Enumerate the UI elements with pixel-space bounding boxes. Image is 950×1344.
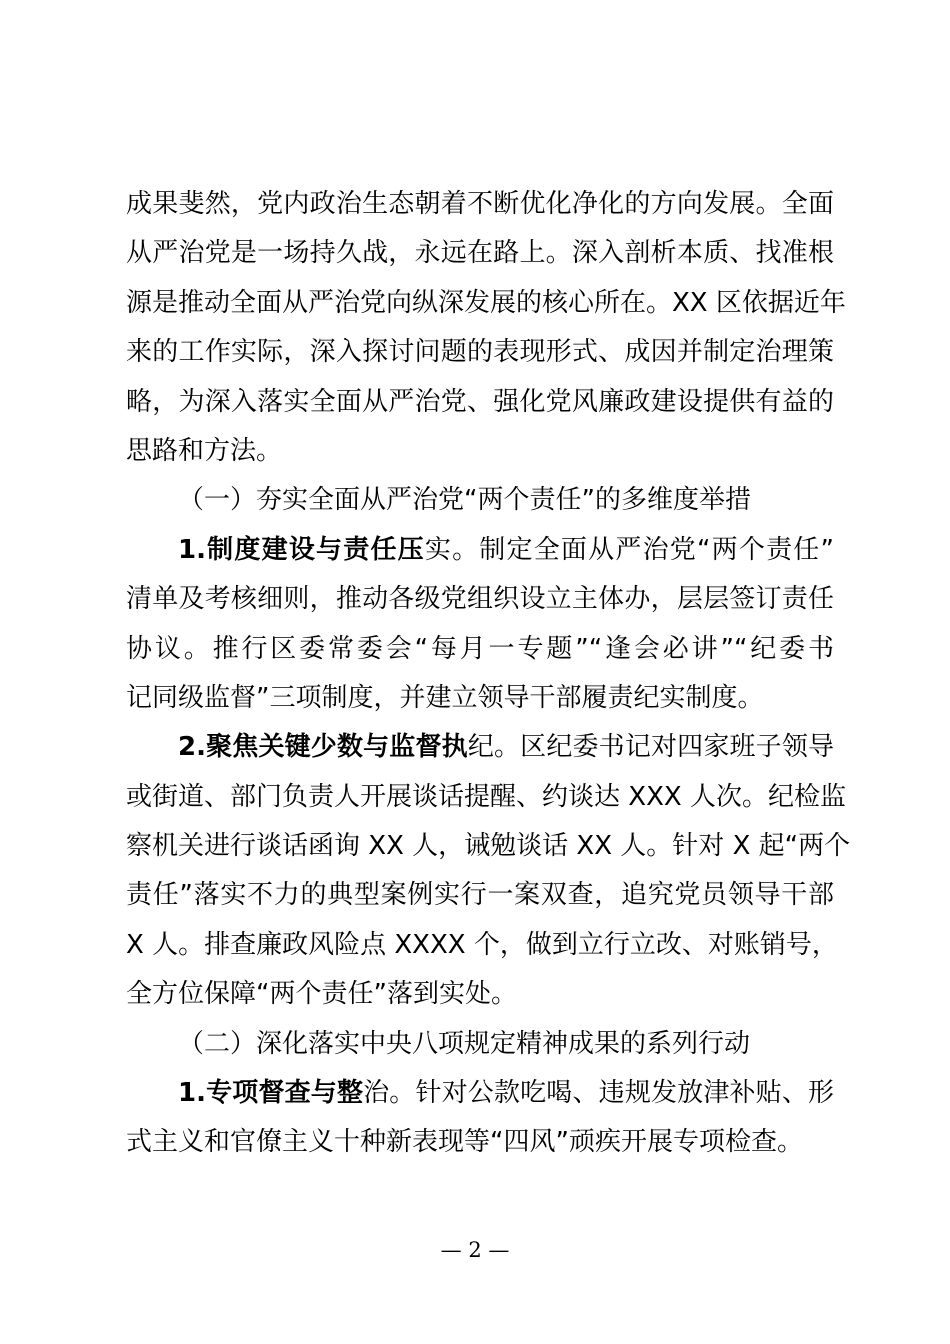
paragraph-line: 从严治党是一场持久战，永远在路上。深入剖析本质、找准根	[126, 238, 834, 269]
paragraph-line: X 人。排查廉政风险点 XXXX 个，做到立行立改、对账销号，	[126, 929, 838, 960]
paragraph-line: 源是推动全面从严治党向纵深发展的核心所在。XX 区依据近年	[126, 287, 846, 318]
section-heading-1: （一）夯实全面从严治党“两个责任”的多维度举措	[178, 485, 751, 516]
item-2-1-title: 1.专项督查与整	[178, 1078, 364, 1109]
item-2-1-first-line	[126, 1069, 834, 1118]
paragraph-line: 协议。推行区委常委会“每月一专题”“逢会必讲”“纪委书	[126, 633, 834, 664]
document-body	[126, 180, 851, 1168]
item-1-2-title: 2.聚焦关键少数与监督执	[178, 732, 468, 763]
item-1-1-title: 1.制度建设与责任压	[178, 534, 425, 565]
paragraph-line: 思路和方法。	[126, 435, 283, 466]
section-heading-2: （二）深化落实中央八项规定精神成果的系列行动	[178, 1028, 751, 1059]
paragraph-line: 略，为深入落实全面从严治党、强化党风廉政建设提供有益的	[126, 386, 834, 417]
item-1-2-first-line	[126, 723, 834, 772]
paragraph-line: 清单及考核细则，推动各级党组织设立主体办，层层签订责任	[126, 584, 834, 615]
paragraph-line: 成果斐然，党内政治生态朝着不断优化净化的方向发展。全面	[126, 189, 834, 219]
paragraph-line: 或街道、部门负责人开展谈话提醒、约谈达 XXX 人次。纪检监	[126, 781, 846, 812]
paragraph-line: 察机关进行谈话函询 XX 人，诫勉谈话 XX 人。针对 X 起“两个	[126, 831, 851, 862]
item-1-1-first-line	[126, 526, 834, 575]
item-1-1-lead-text: 实。制定全面从严治党“两个责任”	[424, 534, 834, 565]
item-2-1-lead-text: 治。针对公款吃喝、违规发放津补贴、形	[363, 1078, 834, 1109]
paragraph-line: 责任”落实不力的典型案例实行一案双查，追究党员领导干部	[126, 880, 834, 911]
page-number: — 2 —	[440, 1238, 510, 1262]
paragraph-line: 全方位保障“两个责任”落到实处。	[126, 979, 517, 1010]
paragraph-line: 式主义和官僚主义十种新表现等“四风”顽疾开展专项检查。	[126, 1127, 803, 1158]
paragraph-line: 记同级监督”三项制度，并建立领导干部履责纪实制度。	[126, 682, 764, 713]
paragraph-line: 来的工作实际，深入探讨问题的表现形式、成因并制定治理策	[126, 337, 834, 368]
item-1-2-lead-text: 纪。区纪委书记对四家班子领导	[467, 732, 834, 763]
